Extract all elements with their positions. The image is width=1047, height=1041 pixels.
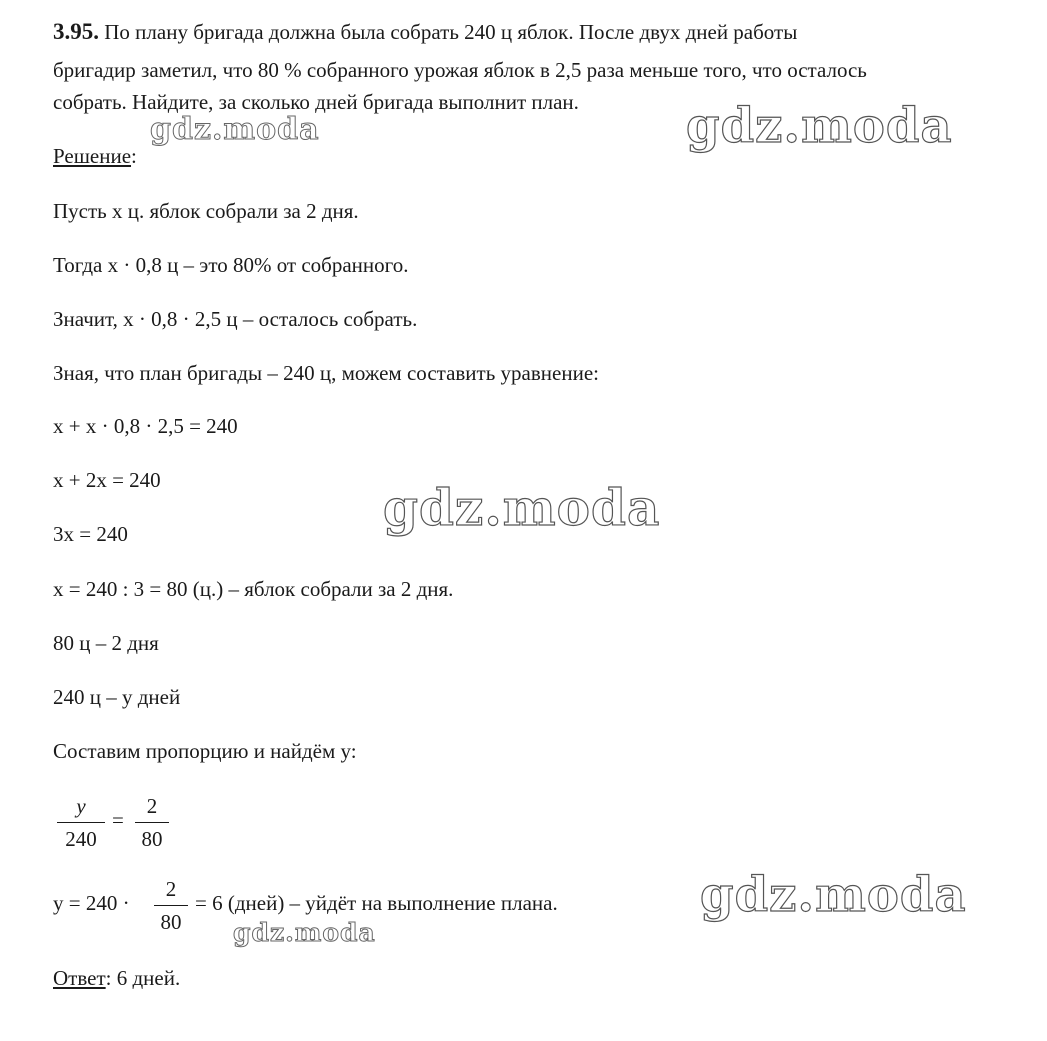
proportion-right-den: 80 (141, 827, 163, 851)
proportion-equals: = (112, 808, 124, 832)
final-frac-num: 2 (165, 877, 177, 901)
proportion-left-fraction (57, 792, 105, 853)
equation-line-4: х = 240 : 3 = 80 (ц.) – яблок собрали за 2 дня. (53, 577, 454, 601)
proportion-intro: Составим пропорцию и найдём у: (53, 739, 357, 763)
final-fraction (154, 875, 188, 936)
equation-line-2: х + 2х = 240 (53, 468, 161, 492)
proportion-left-den: 240 (65, 827, 97, 851)
proportion-right-fraction (135, 792, 169, 853)
watermark-3: gdz.moda (383, 478, 661, 537)
solution-heading-label: Решение (53, 144, 132, 168)
task-text-1: По плану бригада должна была собрать 240 ц яблок. После двух дней работы (104, 20, 798, 44)
fraction-bar (154, 905, 188, 906)
fraction-bar (57, 822, 105, 823)
ratio-line-1: 80 ц – 2 дня (53, 631, 159, 655)
task-line-1 (53, 18, 797, 46)
solution-line-1: Пусть х ц. яблок собрали за 2 дня. (53, 199, 359, 223)
ratio-line-2: 240 ц – у дней (53, 685, 181, 709)
solution-heading-colon: : (131, 144, 137, 168)
proportion-right-num: 2 (146, 794, 158, 818)
watermark-2: gdz.moda (686, 98, 953, 154)
answer-text: : 6 дней. (105, 966, 181, 990)
task-line-2: бригадир заметил, что 80 % собранного урожая яблок в 2,5 раза меньше того, что осталось (53, 58, 867, 82)
final-frac-den: 80 (160, 910, 182, 934)
watermark-4: gdz.moda (700, 867, 967, 923)
solution-line-4: Зная, что план бригады – 240 ц, можем составить уравнение: (53, 361, 599, 385)
task-number: 3.95. (53, 19, 99, 44)
solution-line-3: Значит, х · 0,8 · 2,5 ц – осталось собрать. (53, 307, 418, 331)
watermark-1: gdz.moda (150, 112, 320, 147)
proportion-left-num: у (76, 794, 86, 818)
equation-line-1: х + х · 0,8 · 2,5 = 240 (53, 414, 238, 438)
answer-label: Ответ (53, 966, 106, 990)
final-suffix: = 6 (дней) – уйдёт на выполнение плана. (195, 891, 558, 915)
fraction-bar (135, 822, 169, 823)
solution-heading (53, 142, 137, 170)
answer-line (53, 964, 180, 992)
solution-line-2: Тогда х · 0,8 ц – это 80% от собранного. (53, 253, 409, 277)
equation-line-3: 3х = 240 (53, 522, 128, 546)
watermark-5: gdz.moda (233, 918, 376, 947)
task-line-3: собрать. Найдите, за сколько дней бригада выполнит план. (53, 90, 579, 114)
final-prefix: у = 240 · (53, 891, 130, 915)
